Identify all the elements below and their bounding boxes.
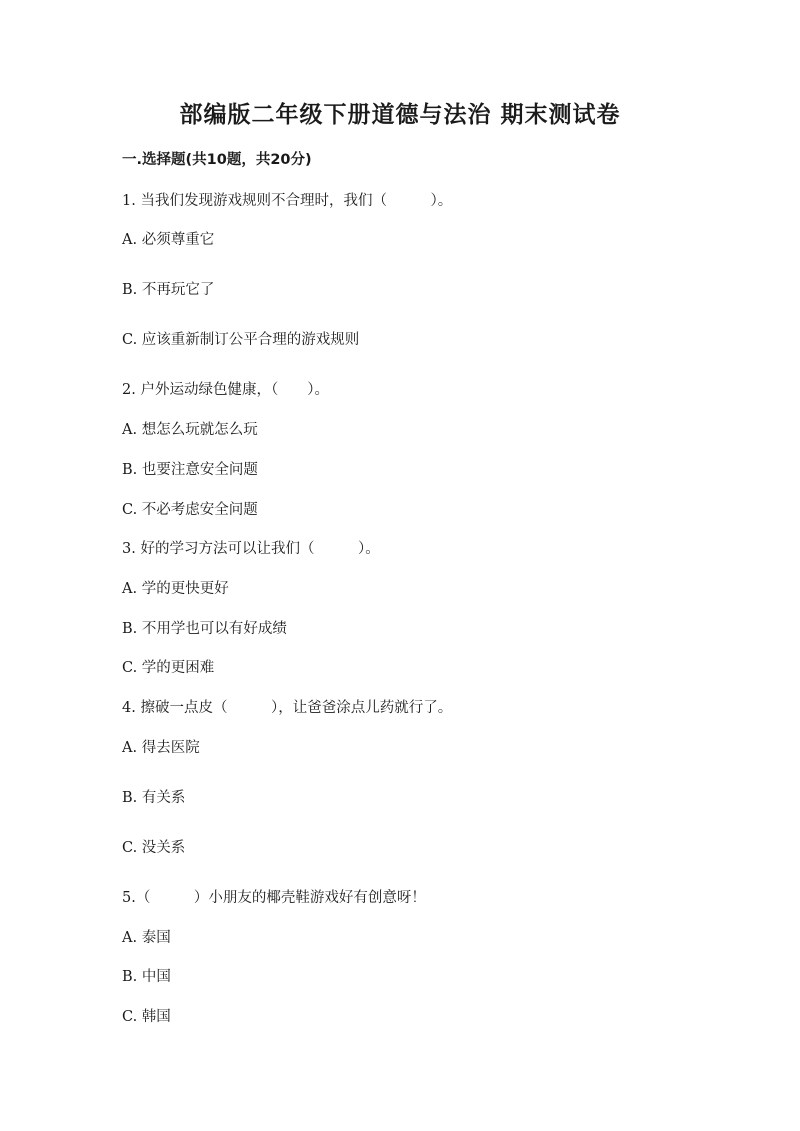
question-2-option-b: B. 也要注意安全问题 <box>122 462 258 478</box>
question-4-stem: 4. 擦破一点皮（ ），让爸爸涂点儿药就行了。 <box>122 700 453 716</box>
question-3-option-a: A. 学的更快更好 <box>122 581 229 597</box>
section-heading: 一.选择题(共10题，共20分) <box>122 152 312 168</box>
question-5-option-b: B. 中国 <box>122 969 171 985</box>
question-4-option-c: C. 没关系 <box>122 840 186 856</box>
question-2-option-c: C. 不必考虑安全问题 <box>122 502 258 518</box>
question-4-option-a: A. 得去医院 <box>122 740 200 756</box>
question-2-stem: 2. 户外运动绿色健康，（ ）。 <box>122 382 329 398</box>
question-3-stem: 3. 好的学习方法可以让我们（ ）。 <box>122 541 380 557</box>
question-4-option-b: B. 有关系 <box>122 790 186 806</box>
question-5-option-a: A. 泰国 <box>122 930 171 946</box>
question-3-option-b: B. 不用学也可以有好成绩 <box>122 621 287 637</box>
question-5-stem: 5.（ ）小朋友的椰壳鞋游戏好有创意呀！ <box>122 890 426 906</box>
question-1-stem: 1. 当我们发现游戏规则不合理时，我们（ ）。 <box>122 193 453 209</box>
question-5-option-c: C. 韩国 <box>122 1009 171 1025</box>
page-title: 部编版二年级下册道德与法治 期末测试卷 <box>179 102 621 128</box>
question-3-option-c: C. 学的更困难 <box>122 660 215 676</box>
question-1-option-b: B. 不再玩它了 <box>122 282 215 298</box>
question-1-option-a: A. 必须尊重它 <box>122 232 215 248</box>
question-2-option-a: A. 想怎么玩就怎么玩 <box>122 422 258 438</box>
question-1-option-c: C. 应该重新制订公平合理的游戏规则 <box>122 332 360 348</box>
